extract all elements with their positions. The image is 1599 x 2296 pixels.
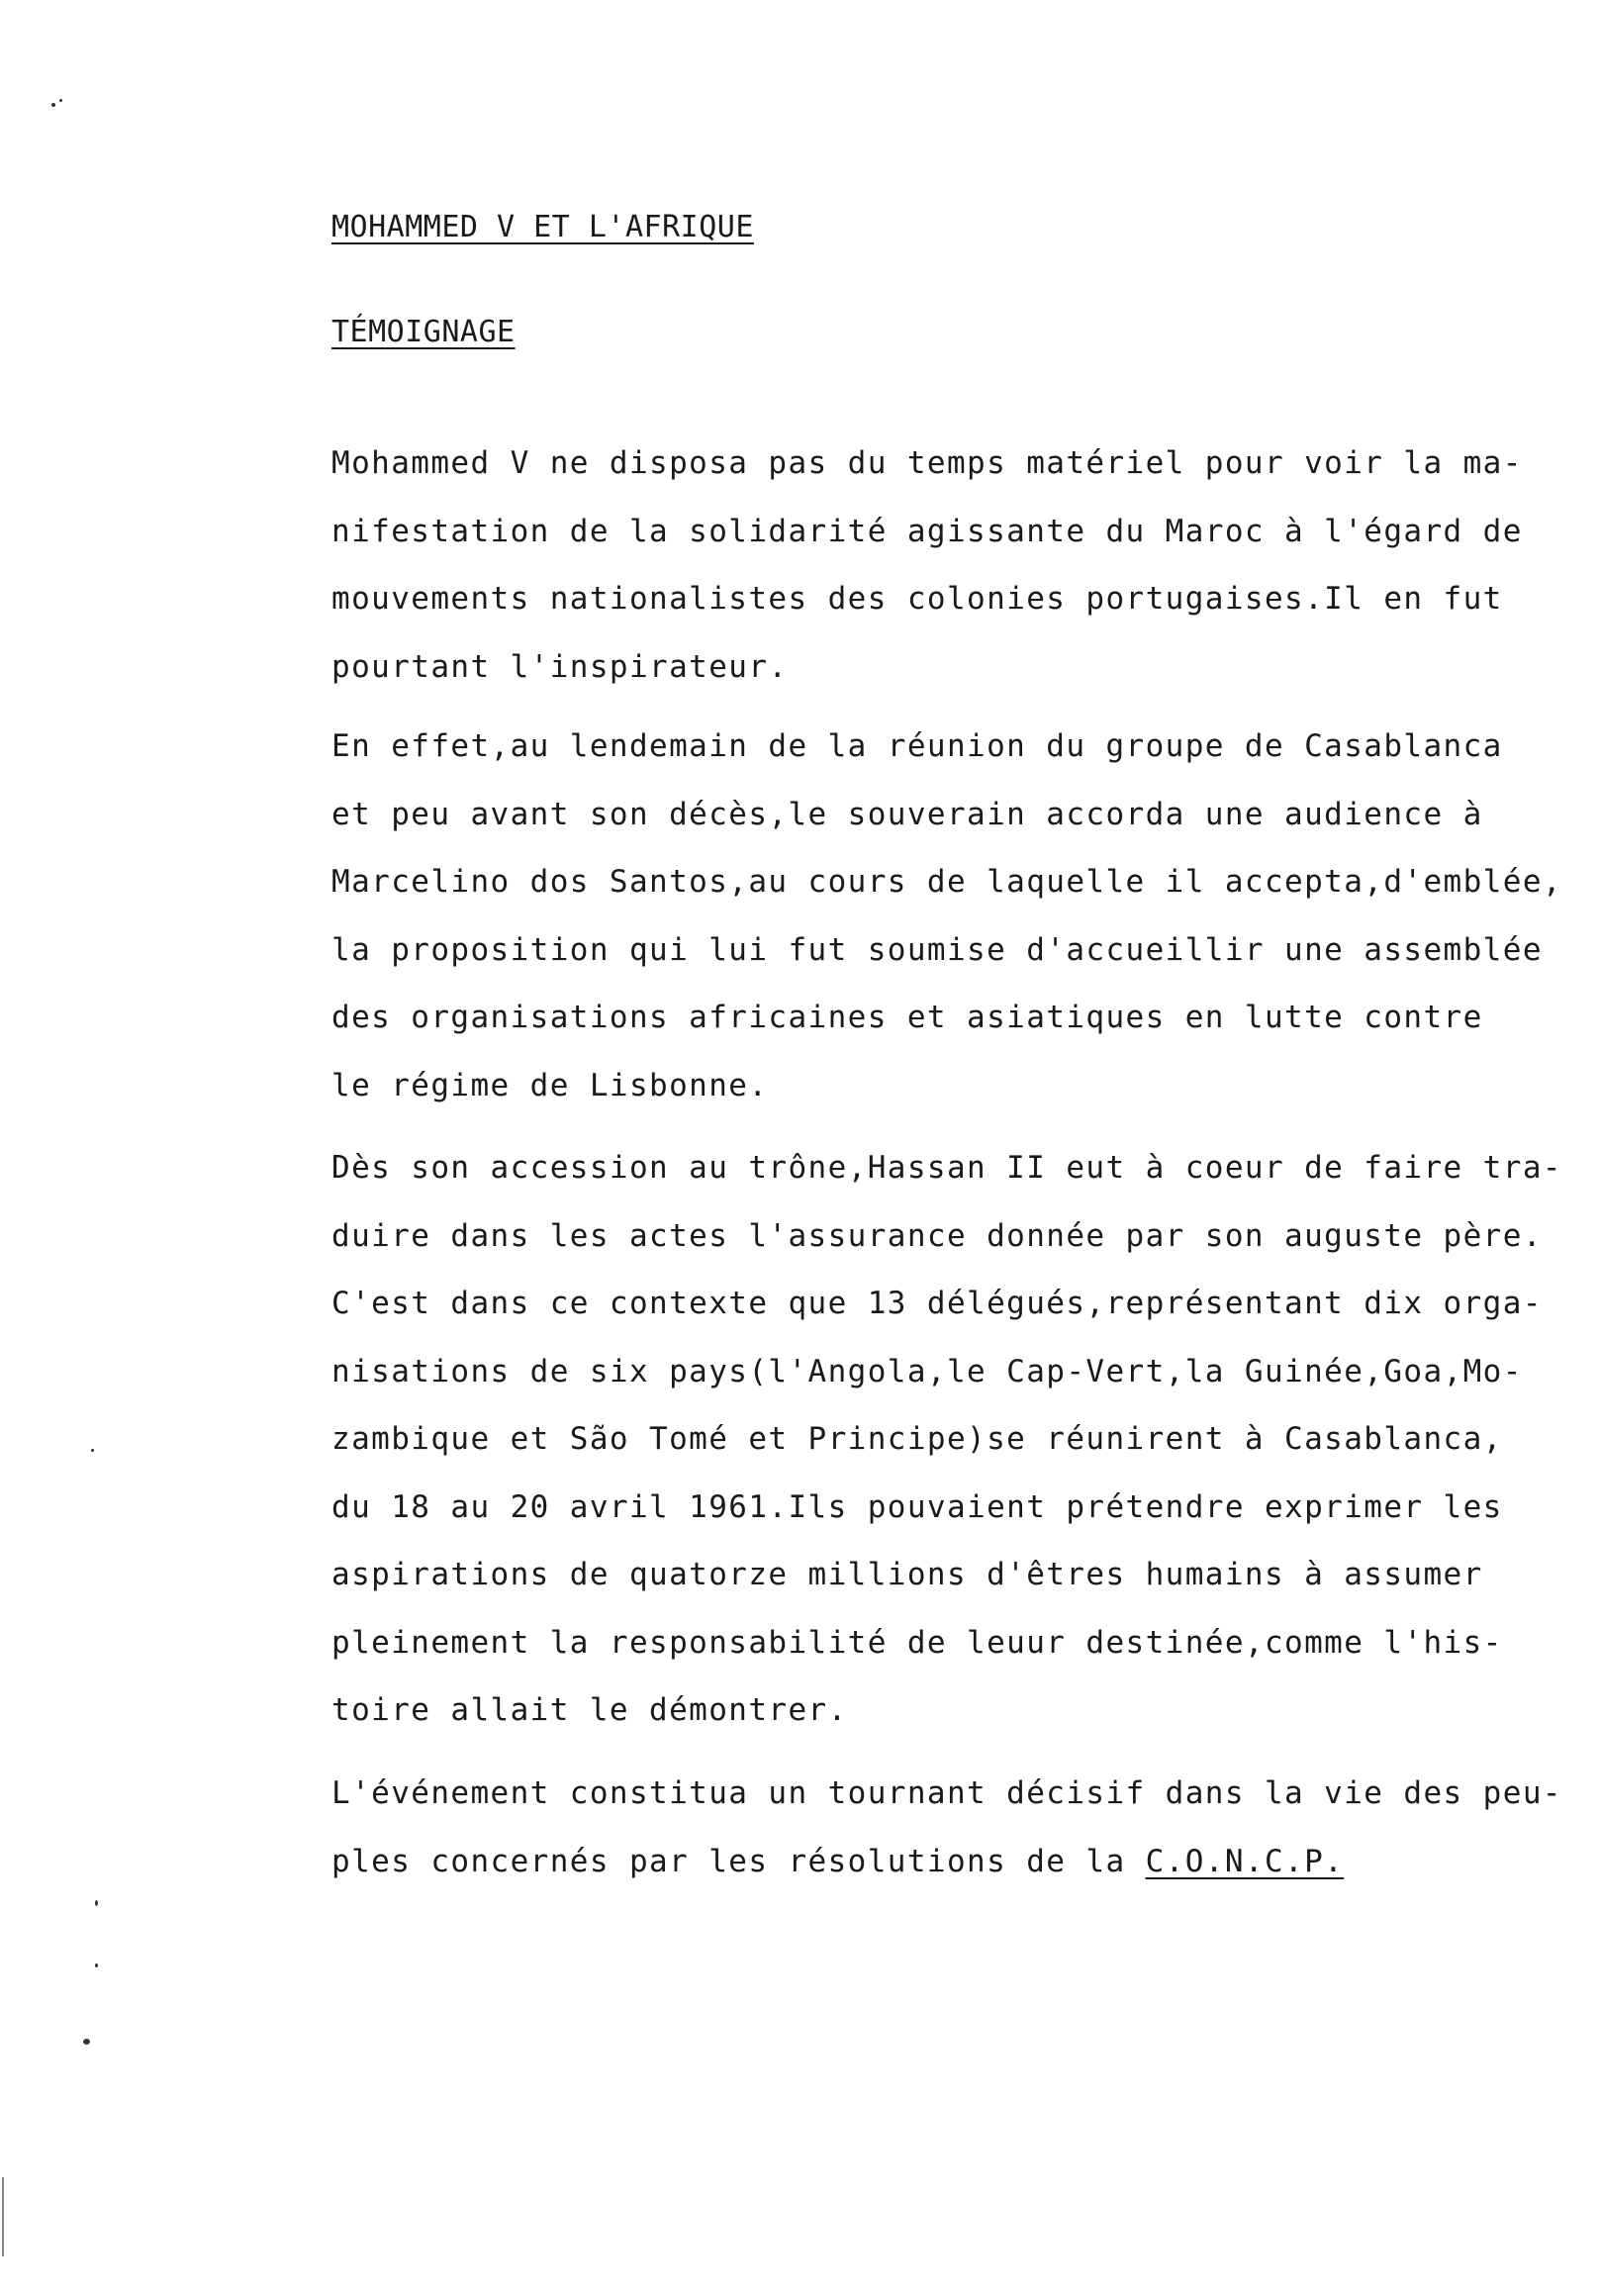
scan-speck bbox=[51, 103, 55, 107]
paragraph-4 bbox=[331, 1773, 1562, 1909]
document-subtitle: TÉMOIGNAGE bbox=[331, 315, 516, 349]
paragraph-line: nisations de six pays(l'Angola,le Cap-Vert,la Guinée,Goa,Mo- bbox=[331, 1353, 1523, 1389]
concp-reference: C.O.N.C.P. bbox=[1145, 1843, 1345, 1879]
paragraph-line: zambique et São Tomé et Principe)se réunirent à Casablanca, bbox=[331, 1421, 1503, 1457]
scan-speck bbox=[59, 99, 62, 102]
scan-speck bbox=[83, 2039, 90, 2045]
paragraph-1 bbox=[331, 443, 1549, 715]
paragraph-line: Dès son accession au trône,Hassan II eut à coeur de faire tra- bbox=[331, 1150, 1562, 1186]
last-line-text: ples concernés par les résolutions de la bbox=[331, 1843, 1146, 1879]
scan-edge-line bbox=[2, 2177, 4, 2256]
paragraph-line: et peu avant son décès,le souverain accorda une audience à bbox=[331, 796, 1483, 832]
paragraph-line: pleinement la responsabilité de leuur destinée,comme l'his- bbox=[331, 1624, 1503, 1661]
paragraph-line: L'événement constitua un tournant décisif dans la vie des peu- bbox=[331, 1775, 1562, 1811]
document-title: MOHAMMED V ET L'AFRIQUE bbox=[331, 210, 754, 244]
paragraph-3 bbox=[331, 1148, 1562, 1759]
scan-speck bbox=[95, 1900, 98, 1906]
paragraph-line: Marcelino dos Santos,au cours de laquelle il accepta,d'emblée, bbox=[331, 864, 1562, 900]
paragraph-line: des organisations africaines et asiatiques en lutte contre bbox=[331, 1000, 1483, 1035]
paragraph-line: C'est dans ce contexte que 13 délégués,représentant dix orga- bbox=[331, 1286, 1543, 1321]
paragraph-line: toire allait le démontrer. bbox=[331, 1692, 848, 1728]
paragraph-line: aspirations de quatorze millions d'êtres humains à assumer bbox=[331, 1557, 1483, 1592]
paragraph-line: duire dans les actes l'assurance donnée par son auguste père. bbox=[331, 1217, 1543, 1254]
paragraph-2 bbox=[331, 726, 1562, 1133]
paragraph-line: Mohammed V ne disposa pas du temps matériel pour voir la ma- bbox=[331, 445, 1523, 481]
paragraph-line: pourtant l'inspirateur. bbox=[331, 648, 789, 685]
scan-speck bbox=[91, 1449, 94, 1452]
paragraph-line: le régime de Lisbonne. bbox=[331, 1067, 769, 1103]
paragraph-line: la proposition qui lui fut soumise d'accueillir une assemblée bbox=[331, 931, 1543, 968]
paragraph-line: mouvements nationalistes des colonies portugaises.Il en fut bbox=[331, 581, 1503, 617]
scan-speck bbox=[95, 1963, 98, 1967]
paragraph-line: nifestation de la solidarité agissante du Maroc à l'égard de bbox=[331, 513, 1523, 549]
paragraph-line: du 18 au 20 avril 1961.Ils pouvaient prétendre exprimer les bbox=[331, 1488, 1503, 1525]
paragraph-last-line bbox=[331, 1842, 1549, 1910]
paragraph-line: En effet,au lendemain de la réunion du groupe de Casablanca bbox=[331, 728, 1503, 764]
